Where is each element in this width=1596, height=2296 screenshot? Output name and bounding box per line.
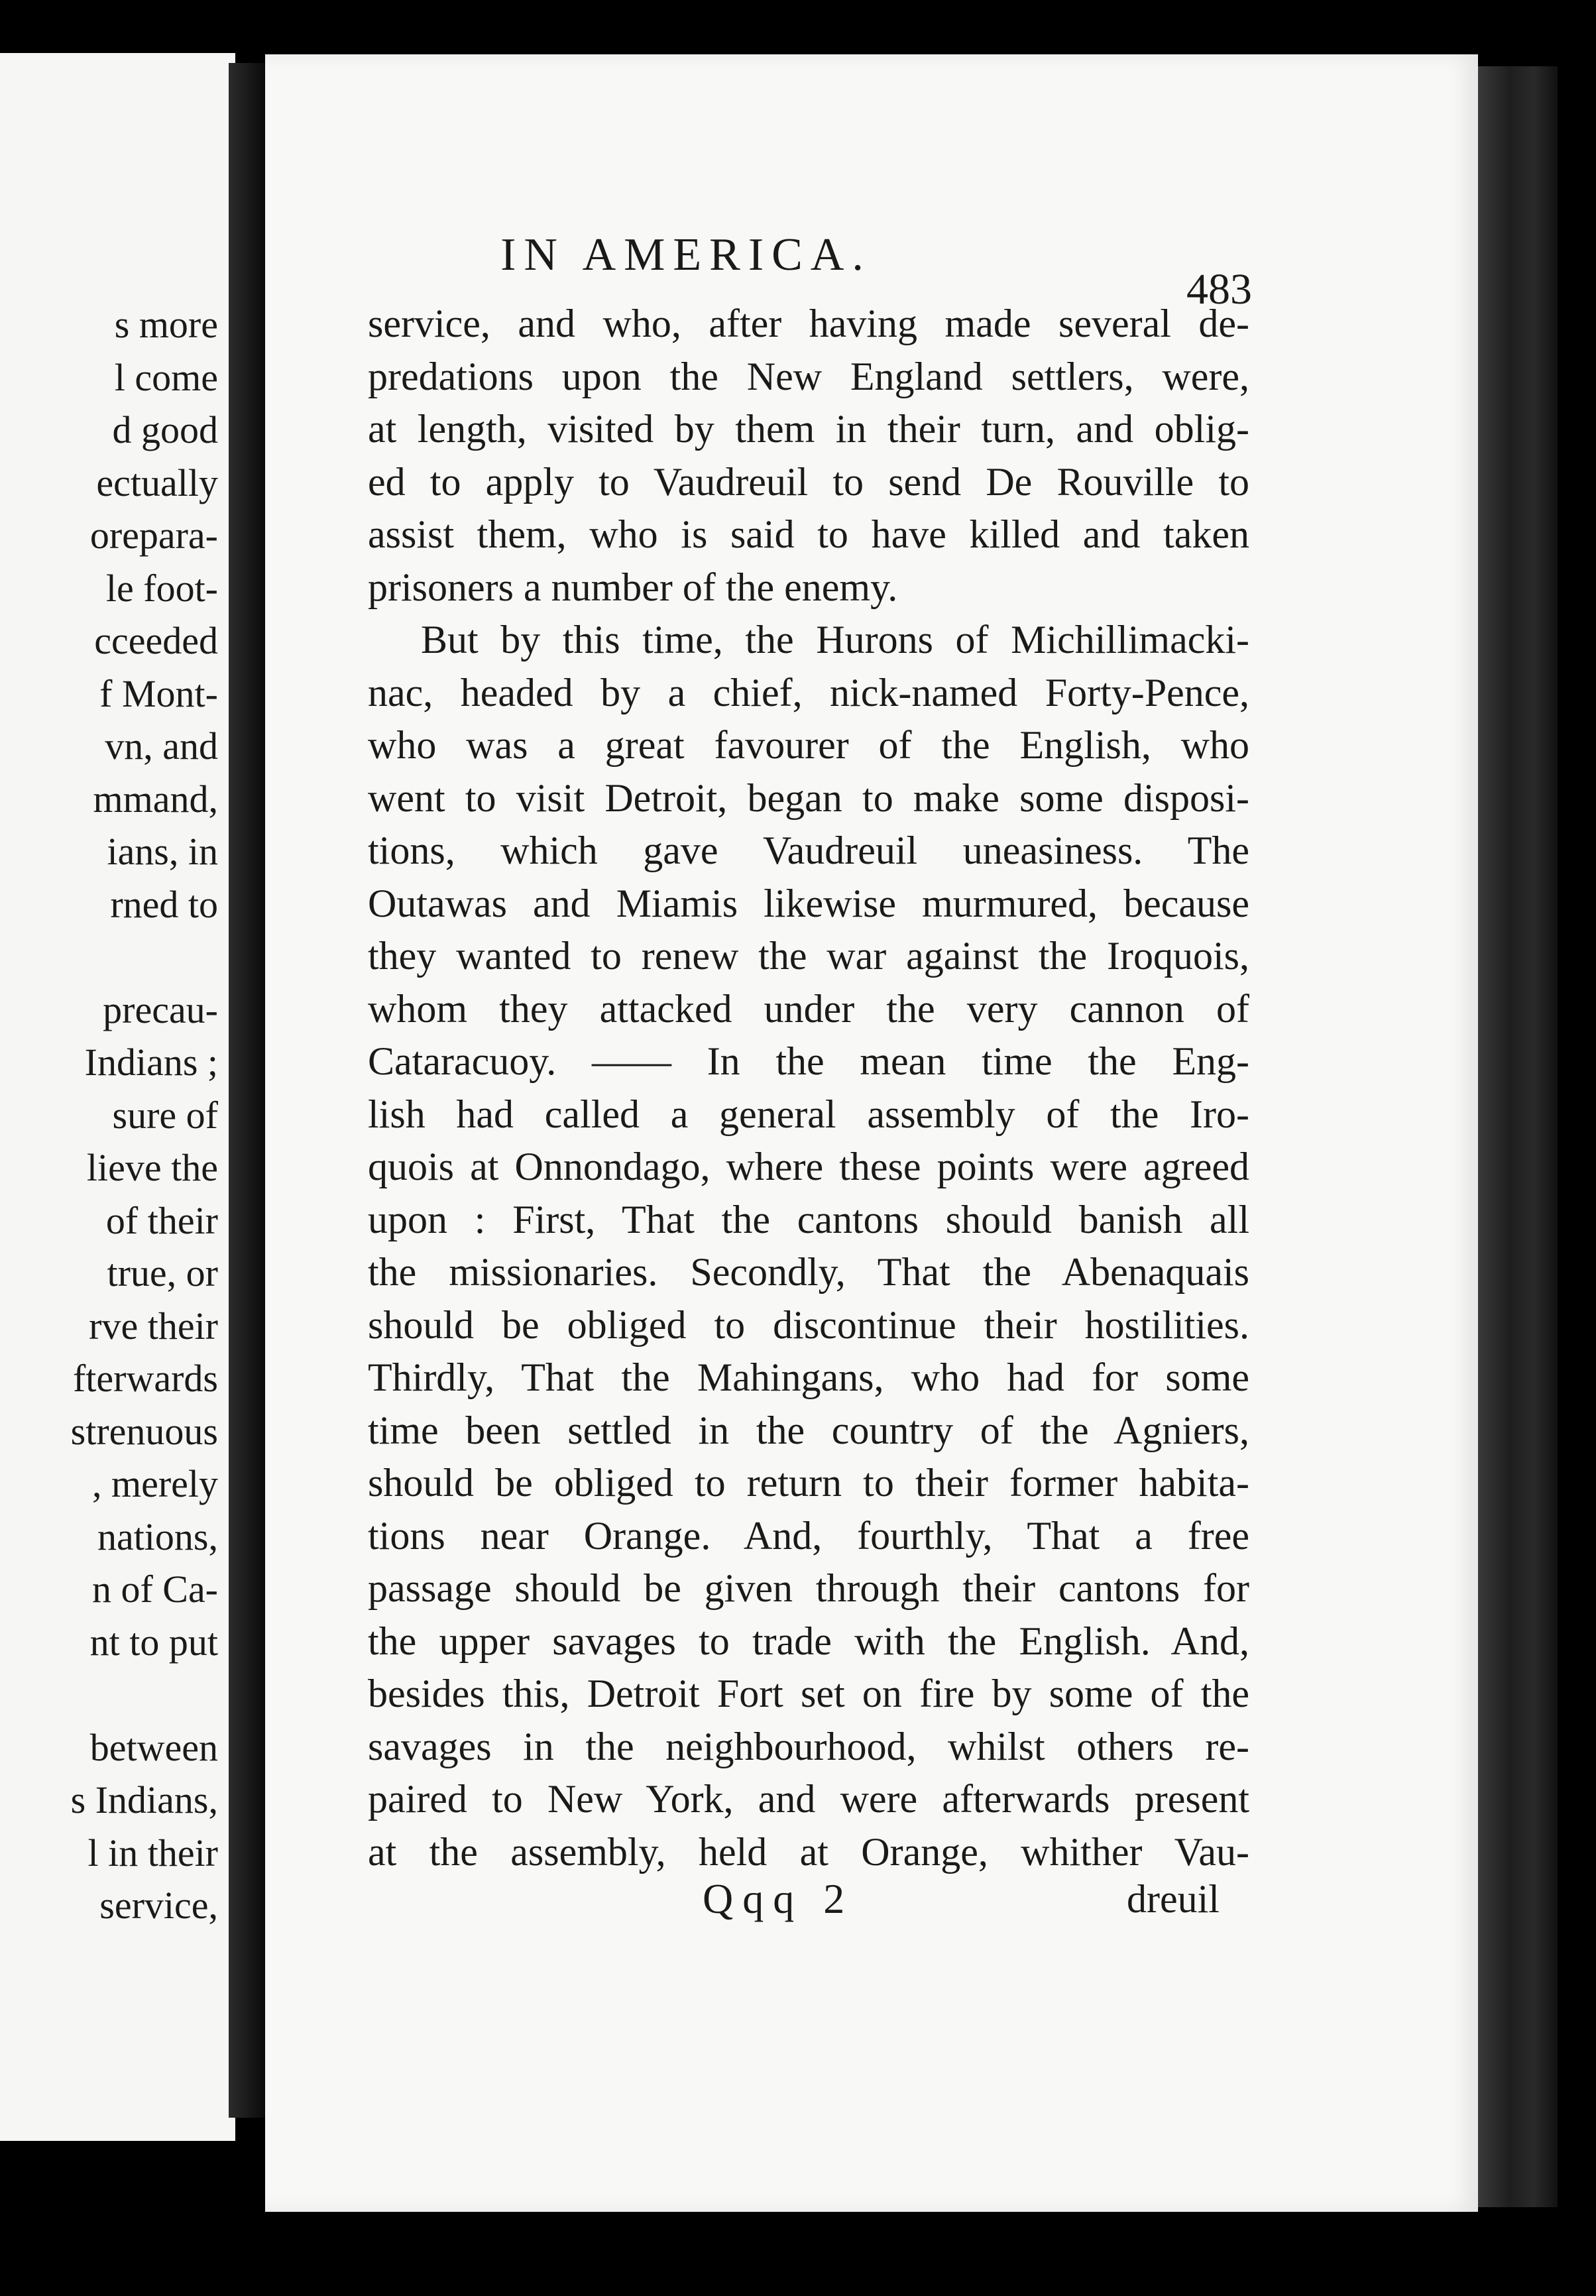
page-number: 483 [1186, 265, 1252, 314]
left-page-line: , merely [91, 1462, 218, 1505]
left-page-line: rve their [89, 1304, 218, 1348]
text-line: savages in the neighbourhood, whilst others re- [368, 1725, 1249, 1768]
text-line: nac, headed by a chief, nick-named Forty-Pence, [368, 671, 1249, 715]
left-page-line: ectually [96, 461, 218, 504]
text-line: predations upon the New England settlers, were, [368, 355, 1249, 398]
text-line: time been settled in the country of the Agniers, [368, 1408, 1249, 1452]
book-gutter [229, 63, 265, 2118]
left-page-line: s more [114, 303, 218, 346]
running-head: IN AMERICA. [500, 229, 872, 280]
text-line: Outawas and Miamis likewise murmured, because [368, 882, 1249, 925]
left-page-line: true, or [107, 1251, 218, 1294]
left-page-line: rned to [110, 883, 218, 926]
text-line: should be obliged to return to their former habita- [368, 1461, 1249, 1505]
text-line: should be obliged to discontinue their hostilities. [368, 1303, 1249, 1347]
signature-mark: Qqq 2 [703, 1875, 854, 1922]
text-line: Thirdly, That the Mahingans, who had for some [368, 1355, 1249, 1399]
text-line: Cataracuoy. —— In the mean time the Eng- [368, 1039, 1249, 1083]
left-page-line: fterwards [72, 1357, 218, 1400]
left-page-line: nt to put [89, 1621, 218, 1664]
text-line: quois at Onnondago, where these points were agreed [368, 1145, 1249, 1188]
left-page-line: mmand, [93, 777, 218, 821]
left-page-line: cceeded [94, 619, 218, 662]
book-edge [1478, 66, 1558, 2207]
text-line: But by this time, the Hurons of Michillimacki- [421, 618, 1249, 661]
text-line: upon : First, That the cantons should banish all [368, 1198, 1249, 1241]
text-line: assist them, who is said to have killed and taken [368, 512, 1249, 556]
left-page-line: l in their [87, 1831, 218, 1874]
left-page-line: vn, and [105, 724, 218, 768]
left-page-line: d good [112, 408, 218, 451]
text-line: at the assembly, held at Orange, whither Vau- [368, 1830, 1249, 1874]
text-line: the missionaries. Secondly, That the Abenaquais [368, 1250, 1249, 1294]
left-page-line: f Mont- [99, 672, 218, 715]
text-line: who was a great favourer of the English, who [368, 723, 1249, 767]
left-page-line: lieve the [86, 1146, 218, 1189]
text-line: went to visit Detroit, began to make some disposi- [368, 776, 1249, 820]
left-page-line: n of Ca- [91, 1568, 218, 1611]
left-page-line: sure of [112, 1094, 218, 1137]
left-page-line: Indians ; [84, 1041, 218, 1084]
left-page-line: s Indians, [70, 1778, 218, 1821]
left-facing-page [0, 53, 235, 2141]
left-page-line: le foot- [105, 567, 218, 610]
text-line: paired to New York, and were afterwards present [368, 1777, 1249, 1821]
left-page-line: strenuous [70, 1410, 218, 1453]
text-line: besides this, Detroit Fort set on fire by some of the [368, 1672, 1249, 1715]
left-page-line: ians, in [107, 830, 218, 873]
text-line: prisoners a number of the enemy. [368, 565, 898, 609]
left-page-line: precau- [103, 988, 218, 1031]
text-line: tions, which gave Vaudreuil uneasiness. The [368, 829, 1249, 872]
left-page-line: l come [114, 356, 218, 399]
text-line: lish had called a general assembly of the Iro- [368, 1092, 1249, 1136]
catchword: dreuil [1127, 1877, 1220, 1921]
left-page-line: orepara- [89, 514, 218, 557]
text-line: whom they attacked under the very cannon of [368, 987, 1249, 1031]
text-line: tions near Orange. And, fourthly, That a free [368, 1514, 1249, 1558]
text-line: at length, visited by them in their turn, and oblig- [368, 407, 1249, 451]
text-line: the upper savages to trade with the English. And, [368, 1619, 1249, 1663]
text-line: passage should be given through their cantons for [368, 1566, 1249, 1610]
text-line: ed to apply to Vaudreuil to send De Rouville to [368, 460, 1249, 504]
left-page-line: nations, [97, 1515, 218, 1558]
left-page-line: of their [105, 1199, 218, 1242]
text-line: they wanted to renew the war against the Iroquois, [368, 934, 1249, 978]
left-page-line: between [89, 1726, 218, 1769]
left-page-line: service, [99, 1884, 218, 1927]
text-line: service, and who, after having made several de- [368, 302, 1249, 345]
